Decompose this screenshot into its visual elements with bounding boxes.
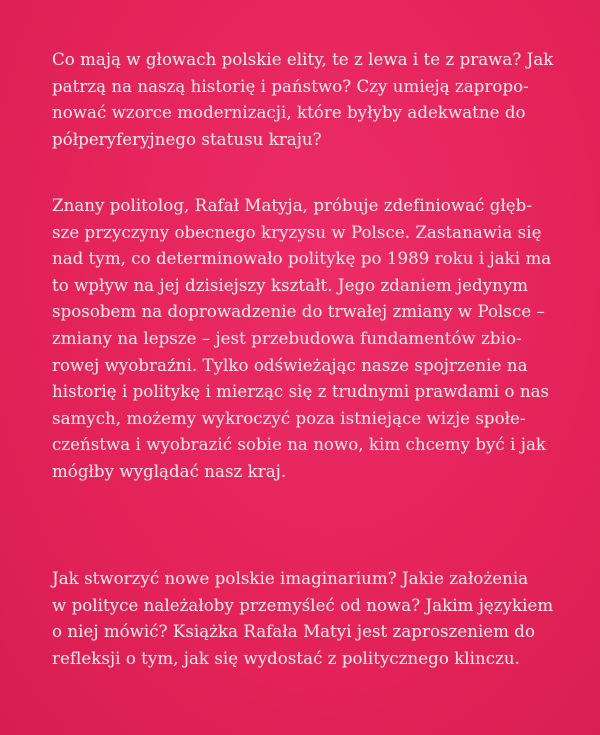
text-line: czeństwa i wyobrazić sobie na nowo, kim chcemy być i jak [52,435,547,455]
text-line: Co mają w głowach polskie elity, te z lewa i te z prawa? Jak [52,50,554,69]
text-line: historię i politykę i mierząc się z trudnymi prawdami o nas [52,382,550,402]
text-line: to wpływ na jej dzisiejszy kształt. Jego zdaniem jedynym [52,275,529,295]
text-line: refleksji o tym, jak się wydostać z politycznego klinczu. [52,648,520,668]
text-line: patrzą na naszą historię i państwo? Czy umieją zapropo- [52,76,529,96]
paragraph-closing-questions [52,566,572,672]
paragraph-author-description [52,193,572,486]
text-line: zmiany na lepsze – jest przebudowa fundamentów zbio- [52,328,522,348]
text-line: Znany politolog, Rafał Matyja, próbuje zdefiniować głęb- [52,196,532,215]
text-line: sze przyczyny obecnego kryzysu w Polsce. Zastanawia się [52,222,542,242]
text-line: sposobem na doprowadzenie do trwałej zmiany w Polsce – [52,302,545,322]
text-line: nować wzorce modernizacji, które byłyby adekwatne do [52,103,526,123]
text-line: Jak stworzyć nowe polskie imaginarium? Jakie założenia [52,569,529,588]
paragraph-intro-questions [52,47,572,153]
text-line: samych, możemy wykroczyć poza istniejące wizje społe- [52,408,526,428]
text-line: półperyferyjnego statusu kraju? [52,129,322,149]
text-line: w polityce należałoby przemyśleć od nowa? Jakim językiem [52,595,554,615]
text-line: nad tym, co determinowało politykę po 1989 roku i jaki ma [52,249,552,269]
text-line: rowej wyobraźni. Tylko odświeżając nasze spojrzenie na [52,355,528,375]
text-line: mógłby wyglądać nasz kraj. [52,461,287,481]
text-line: o niej mówić? Książka Rafała Matyi jest zaproszeniem do [52,622,536,642]
